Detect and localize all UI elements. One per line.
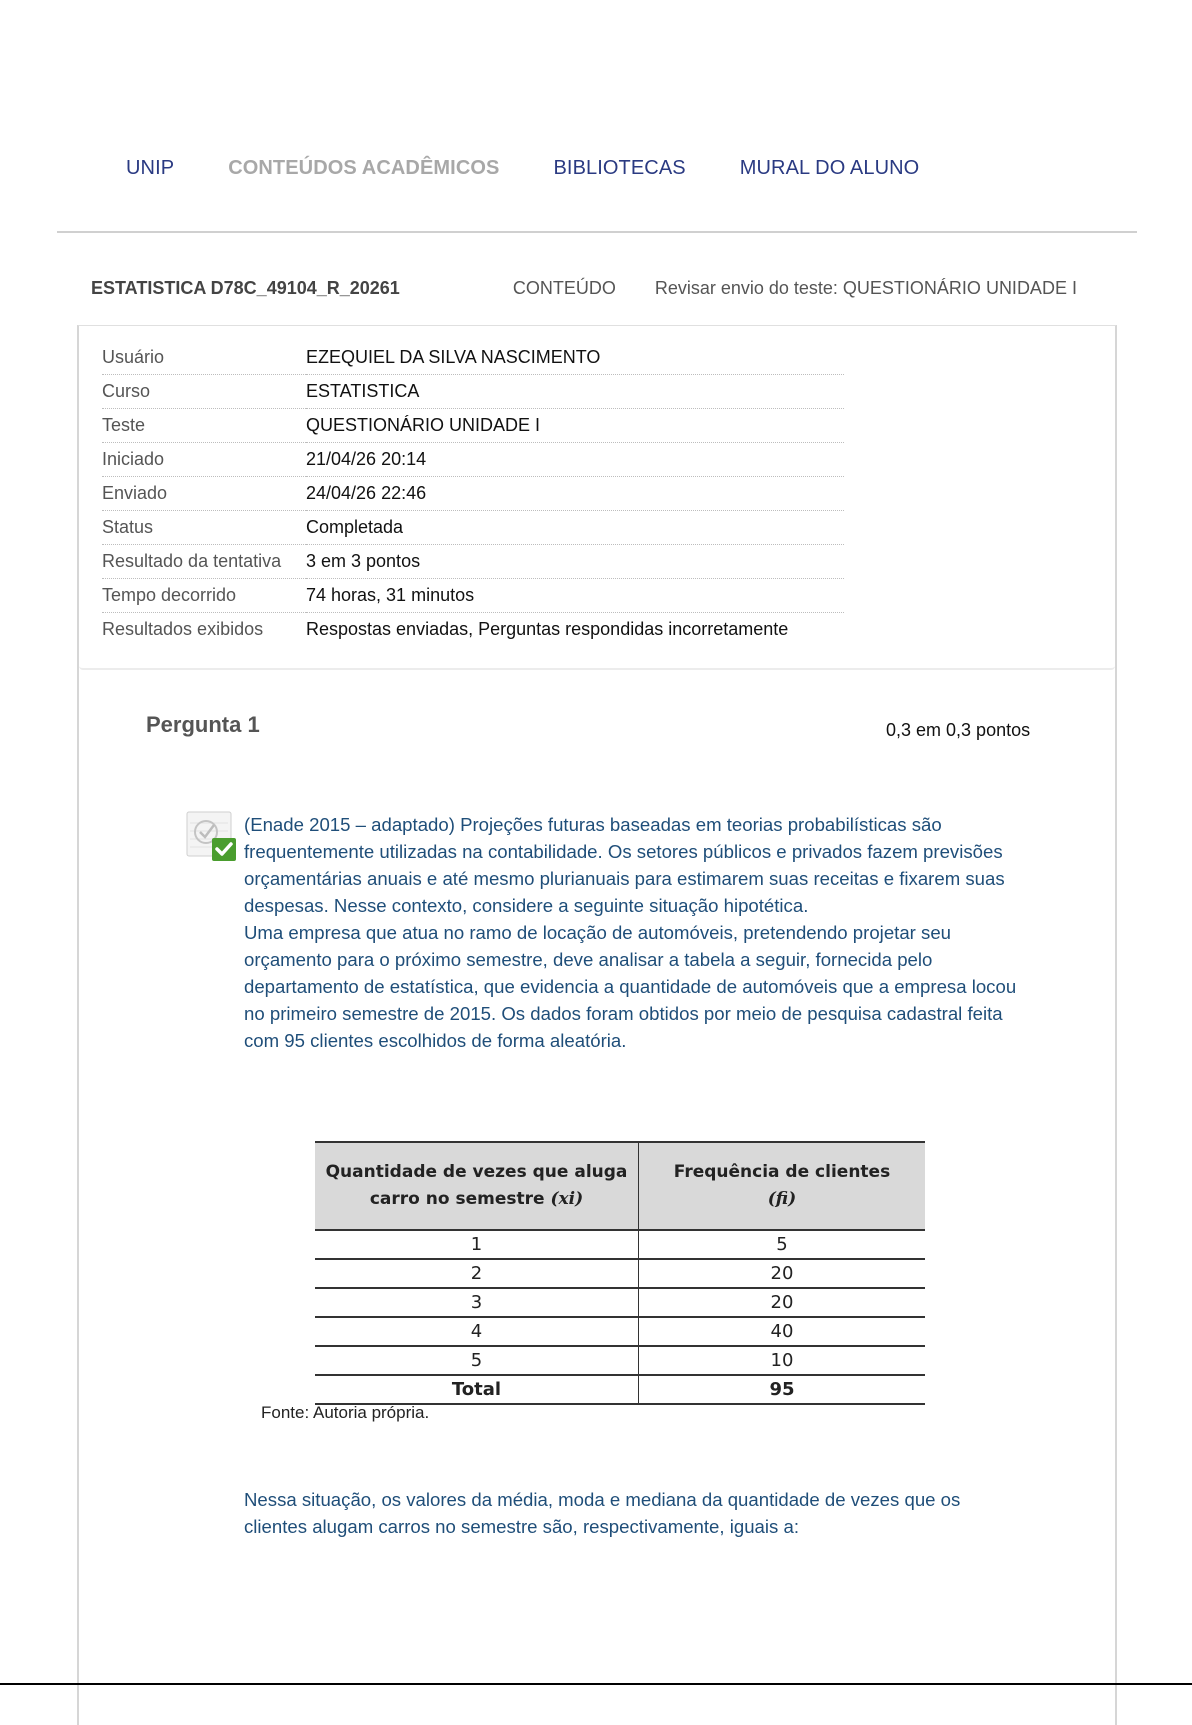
header-xi-label: Quantidade de vezes que aluga carro no semestre (325, 1162, 628, 1209)
question-prompt: Nessa situação, os valores da média, moda e mediana da quantidade de vezes que os clientes alugam carros no semestre são, respectivamente, iguais a: (244, 1489, 961, 1537)
table-row (315, 1230, 925, 1259)
table-row (315, 1317, 925, 1346)
cell-xi: 1 (315, 1230, 639, 1259)
cell-fi: 20 (639, 1259, 926, 1288)
nav-unip[interactable]: UNIP (126, 156, 175, 179)
summary-value: EZEQUIEL DA SILVA NASCIMENTO (306, 341, 844, 375)
nav-bibliotecas[interactable]: BIBLIOTECAS (553, 156, 686, 179)
header-xi (315, 1142, 639, 1230)
summary-value: 24/04/26 22:46 (306, 477, 844, 511)
total-label: Total (315, 1375, 639, 1404)
frequency-table (315, 1141, 925, 1405)
question-paragraph-1: (Enade 2015 – adaptado) Projeções futuras baseadas em teorias probabilísticas são frequentemente utilizadas na contabilidade. Os setores públicos e privados fazem previsões orçamentárias anuais e até mesmo plurianuais para estimarem suas receitas e fixarem suas despesas. Nesse contexto, considere a seguinte situação hipotética. (244, 814, 1005, 916)
attempt-summary-table (102, 341, 844, 646)
correct-answer-check-icon (186, 811, 238, 863)
header-xi-math: (xi) (550, 1189, 584, 1209)
summary-row-status (102, 511, 844, 545)
frequency-table-header (315, 1142, 925, 1230)
header-fi-math: (fi) (767, 1189, 797, 1209)
cell-xi: 2 (315, 1259, 639, 1288)
cell-fi: 20 (639, 1288, 926, 1317)
summary-value: Respostas enviadas, Perguntas respondidas incorretamente (306, 619, 789, 639)
summary-label: Status (102, 511, 306, 545)
summary-row-tempo (102, 579, 844, 613)
question-text (244, 811, 1024, 1054)
table-row (315, 1288, 925, 1317)
cell-fi: 5 (639, 1230, 926, 1259)
summary-label: Tempo decorrido (102, 579, 306, 613)
header-fi-label: Frequência de clientes (673, 1162, 891, 1182)
breadcrumb-current-page: Revisar envio do teste: QUESTIONÁRIO UNIDADE I (654, 277, 1077, 298)
summary-value: QUESTIONÁRIO UNIDADE I (306, 409, 844, 443)
summary-label: Curso (102, 375, 306, 409)
breadcrumb-course[interactable]: ESTATISTICA D78C_49104_R_20261 (91, 277, 400, 298)
total-value: 95 (639, 1375, 926, 1404)
table-source: Fonte: Autoria própria. (261, 1403, 430, 1422)
summary-label: Enviado (102, 477, 306, 511)
breadcrumb-content[interactable]: CONTEÚDO (512, 277, 616, 298)
question-score: 0,3 em 0,3 pontos (886, 720, 1031, 740)
summary-label: Iniciado (102, 443, 306, 477)
question-title: Pergunta 1 (146, 712, 260, 737)
cell-xi: 4 (315, 1317, 639, 1346)
summary-row-enviado (102, 477, 844, 511)
summary-label: Teste (102, 409, 306, 443)
cell-fi: 40 (639, 1317, 926, 1346)
summary-row-curso (102, 375, 844, 409)
breadcrumb (91, 276, 1077, 300)
table-row (315, 1259, 925, 1288)
summary-row-resultado (102, 545, 844, 579)
summary-row-teste (102, 409, 844, 443)
summary-row-usuario (102, 341, 844, 375)
cell-xi: 5 (315, 1346, 639, 1375)
summary-label: Resultado da tentativa (102, 545, 306, 579)
summary-label: Resultados exibidos (102, 619, 264, 639)
nav-mural-do-aluno[interactable]: MURAL DO ALUNO (739, 156, 920, 179)
summary-value: ESTATISTICA (306, 375, 844, 409)
top-navigation (126, 152, 973, 184)
question-paragraph-2: Uma empresa que atua no ramo de locação de automóveis, pretendendo projetar seu orçamento para o próximo semestre, deve analisar a tabela a seguir, fornecida pelo departamento de estatística, que evidencia a quantidade de automóveis que a empresa locou no primeiro semestre de 2015. Os dados foram obtidos por meio de pesquisa cadastral feita com 95 clientes escolhidos de forma aleatória. (244, 922, 1017, 1051)
summary-label: Usuário (102, 341, 306, 375)
summary-row-resultados-exibidos (102, 613, 844, 647)
summary-value: 21/04/26 20:14 (306, 443, 844, 477)
summary-value: 74 horas, 31 minutos (306, 579, 844, 613)
table-total-row (315, 1375, 925, 1404)
summary-row-iniciado (102, 443, 844, 477)
frequency-table-figure (315, 1141, 925, 1405)
summary-value: 3 em 3 pontos (306, 545, 844, 579)
header-fi (639, 1142, 926, 1230)
cell-xi: 3 (315, 1288, 639, 1317)
nav-conteudos-academicos[interactable]: CONTEÚDOS ACADÊMICOS (228, 156, 500, 179)
cell-fi: 10 (639, 1346, 926, 1375)
attempt-summary (79, 326, 1115, 670)
nav-divider (57, 231, 1137, 233)
summary-value: Completada (306, 511, 844, 545)
table-row (315, 1346, 925, 1375)
